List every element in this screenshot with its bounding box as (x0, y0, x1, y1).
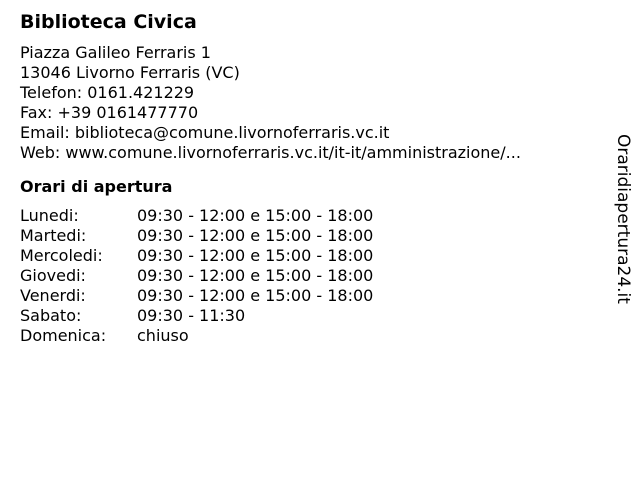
day-hours: chiuso (137, 326, 189, 345)
day-label: Domenica: (20, 326, 107, 345)
fax-line: Fax: +39 0161477770 (20, 103, 199, 122)
website-line: Web: www.comune.livornoferraris.vc.it/it-it/amministrazione/... (20, 143, 521, 162)
opening-hours-table (20, 206, 600, 346)
hours-row-sunday (20, 326, 600, 346)
hours-row-tuesday (20, 226, 600, 246)
library-name: Biblioteca Civica (20, 11, 197, 33)
hours-row-saturday (20, 306, 600, 326)
day-label: Giovedi: (20, 266, 86, 285)
day-label: Mercoledi: (20, 246, 103, 265)
day-hours: 09:30 - 12:00 e 15:00 - 18:00 (137, 206, 374, 225)
hours-row-thursday (20, 266, 600, 286)
day-hours: 09:30 - 11:30 (137, 306, 246, 325)
day-hours: 09:30 - 12:00 e 15:00 - 18:00 (137, 246, 374, 265)
opening-hours-title: Orari di apertura (20, 177, 173, 196)
day-hours: 09:30 - 12:00 e 15:00 - 18:00 (137, 266, 374, 285)
phone-line: Telefon: 0161.421229 (20, 83, 195, 102)
day-label: Sabato: (20, 306, 82, 325)
site-watermark: Oraridiapertura24.it (613, 134, 633, 304)
address-block (20, 43, 600, 163)
day-hours: 09:30 - 12:00 e 15:00 - 18:00 (137, 226, 374, 245)
day-label: Lunedi: (20, 206, 79, 225)
street-address: Piazza Galileo Ferraris 1 (20, 43, 211, 62)
day-label: Martedi: (20, 226, 87, 245)
city-address: 13046 Livorno Ferraris (VC) (20, 63, 240, 82)
day-hours: 09:30 - 12:00 e 15:00 - 18:00 (137, 286, 374, 305)
day-label: Venerdi: (20, 286, 86, 305)
library-info-card (20, 10, 600, 346)
hours-row-friday (20, 286, 600, 306)
email-line: Email: biblioteca@comune.livornoferraris.vc.it (20, 123, 390, 142)
hours-row-monday (20, 206, 600, 226)
hours-row-wednesday (20, 246, 600, 266)
